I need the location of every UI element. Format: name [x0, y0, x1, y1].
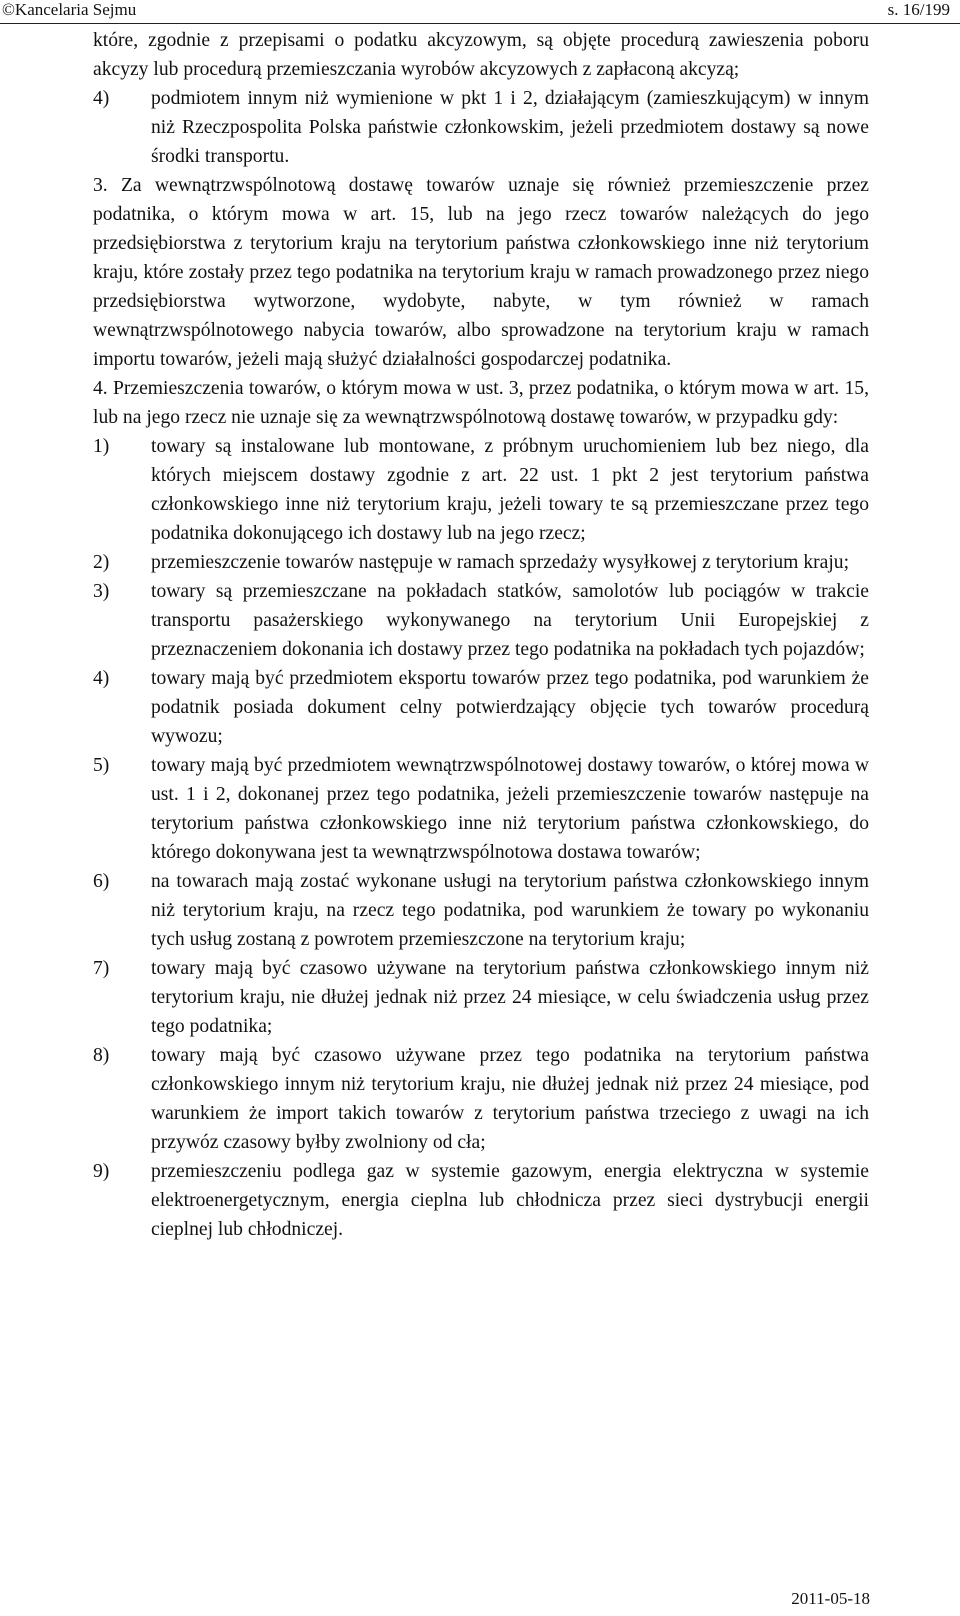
header-copyright: ©Kancelaria Sejmu [2, 0, 137, 19]
list-item-text: przemieszczenie towarów następuje w ramach sprzedaży wysyłkowej z terytorium kraju; [151, 552, 850, 573]
header-divider [0, 23, 960, 24]
list-item-number: 6) [93, 871, 110, 892]
list-item-text: towary są instalowane lub montowane, z próbnym uruchomieniem lub bez niego, dla których miejscem dostawy zgodnie z art. 22 ust. 1 pkt 2 jest terytorium państwa członkowskiego inne niż terytorium kraju, jeżeli towary te są przemieszczane przez tego podatnika dokonującego ich dostawy lub na jego rzecz; [151, 436, 869, 544]
section-4: 4. Przemieszczenia towarów, o którym mowa w ust. 3, przez podatnika, o którym mowa w art. 15, lub na jego rzecz nie uznaje się za wewnątrzwspólnotową dostawę towarów, w przypadku gdy: [93, 378, 869, 428]
list-item-number: 3) [93, 581, 110, 602]
list-item-number: 5) [93, 755, 110, 776]
list-item-text: towary mają być przedmiotem eksportu towarów przez tego podatnika, pod warunkiem że podatnik posiada dokument celny potwierdzający objęcie tych towarów procedurą wywozu; [151, 668, 869, 747]
list-item-text: przemieszczeniu podlega gaz w systemie gazowym, energia elektryczna w systemie elektroenergetycznym, energia cieplna lub chłodnicza przez sieci dystrybucji energii cieplnej lub chłodniczej. [151, 1161, 869, 1240]
list-item [93, 954, 869, 1041]
list-item-text: na towarach mają zostać wykonane usługi na terytorium państwa członkowskiego innym niż terytorium kraju, na rzecz tego podatnika, pod warunkiem że towary po wykonaniu tych usług zostaną z powrotem przemieszczone na terytorium kraju; [151, 871, 869, 950]
list-item-number: 8) [93, 1045, 110, 1066]
list-item [93, 432, 869, 548]
list-item-number: 4) [93, 668, 110, 689]
list-item-text: towary są przemieszczane na pokładach statków, samolotów lub pociągów w trakcie transportu pasażerskiego wykonywanego na terytorium Unii Europejskiej z przeznaczeniem dokonania ich dostawy przez tego podatnika na pokładach tych pojazdów; [151, 581, 869, 660]
list-item [93, 867, 869, 954]
list-item-number: 2) [93, 552, 110, 573]
list-item [93, 577, 869, 664]
intro-continuation: które, zgodnie z przepisami o podatku akcyzowym, są objęte procedurą zawieszenia poboru akcyzy lub procedurą przemieszczania wyrobów akcyzowych z zapłaconą akcyzą; [93, 30, 869, 80]
list-item-text: towary mają być czasowo używane przez tego podatnika na terytorium państwa członkowskiego innym niż terytorium kraju, nie dłużej jednak niż przez 24 miesiące, pod warunkiem że import takich towarów z terytorium państwa trzeciego z uwagi na ich przywóz czasowy byłby zwolniony od cła; [151, 1045, 869, 1153]
header-page-number: s. 16/199 [887, 0, 950, 19]
list-item [93, 548, 869, 577]
list-item-text: towary mają być czasowo używane na terytorium państwa członkowskiego innym niż terytorium kraju, nie dłużej jednak niż przez 24 miesiące, w celu świadczenia usług przez tego podatnika; [151, 958, 869, 1037]
list-item [93, 1157, 869, 1244]
section-4-list [93, 432, 869, 1244]
list-item-number: 9) [93, 1161, 110, 1182]
list-item-number: 7) [93, 958, 110, 979]
list-item-text: podmiotem innym niż wymienione w pkt 1 i 2, działającym (zamieszkującym) w innym niż Rzeczpospolita Polska państwie członkowskim, jeżeli przedmiotem dostawy są nowe środki transportu. [151, 88, 869, 167]
list-item-number: 4) [93, 88, 110, 109]
section-3: 3. Za wewnątrzwspólnotową dostawę towarów uznaje się również przemieszczenie przez podatnika, o którym mowa w art. 15, lub na jego rzecz towarów należących do jego przedsiębiorstwa z terytorium kraju na terytorium państwa członkowskiego inne niż terytorium kraju, które zostały przez tego podatnika na terytorium kraju w ramach prowadzonego przez niego przedsiębiorstwa wytworzone, wydobyte, nabyte, w tym również w ramach wewnątrzwspólnotowego nabycia towarów, albo sprowadzone na terytorium kraju w ramach importu towarów, jeżeli mają służyć działalności gospodarczej podatnika. [93, 175, 869, 370]
list-item [93, 751, 869, 867]
list-item [93, 664, 869, 751]
list-item-text: towary mają być przedmiotem wewnątrzwspólnotowej dostawy towarów, o której mowa w ust. 1 i 2, dokonanej przez tego podatnika, jeżeli przemieszczenie towarów następuje na terytorium państwa członkowskiego inne niż terytorium państwa członkowskiego, do którego dokonywana jest ta wewnątrzwspólnotowa dostawa towarów; [151, 755, 869, 863]
list-item-4 [93, 84, 869, 171]
footer-date: 2011-05-18 [791, 1589, 870, 1608]
document-body [93, 26, 869, 1244]
list-item-number: 1) [93, 436, 110, 457]
list-item [93, 1041, 869, 1157]
